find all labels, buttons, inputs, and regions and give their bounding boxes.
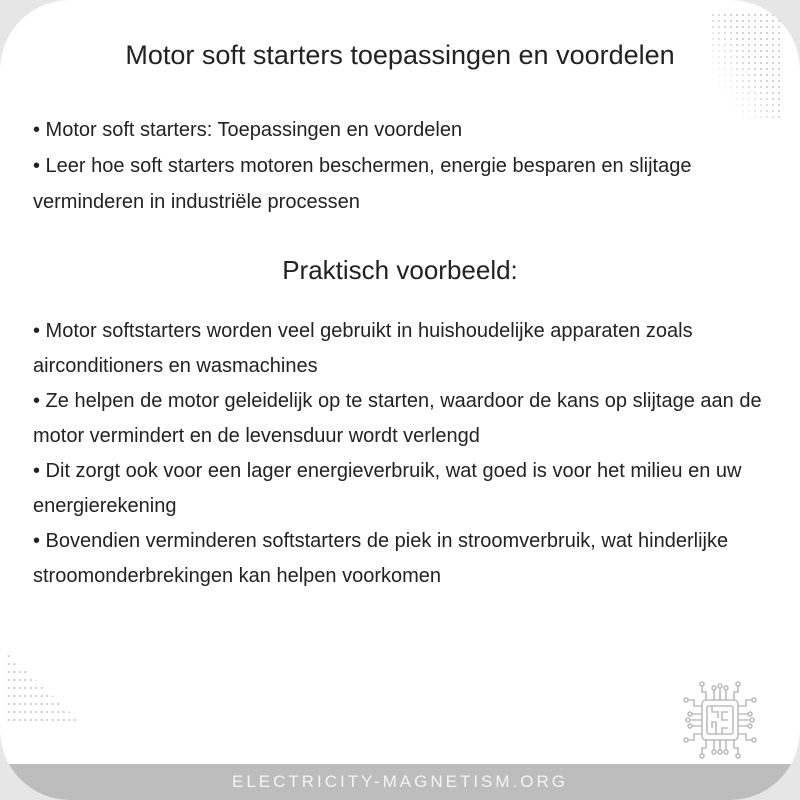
page-title: Motor soft starters toepassingen en voordelen: [125, 40, 675, 70]
footer-bar: [0, 764, 800, 800]
circuit-chip-icon: [676, 676, 766, 766]
section-heading: Praktisch voorbeeld:: [282, 255, 518, 285]
dot-pattern-bottom-left: [6, 652, 82, 724]
example-list: [33, 314, 783, 594]
list-item: • Motor soft starters: Toepassingen en voordelen: [33, 119, 463, 141]
list-item: • Motor softstarters worden veel gebruikt in huishoudelijke apparaten zoals airconditioners en wasmachines: [33, 320, 693, 377]
intro-list: [33, 112, 783, 220]
footer-site-name: ELECTRICITY-MAGNETISM.ORG: [231, 772, 568, 791]
list-item: • Dit zorgt ook voor een lager energieverbruik, wat goed is voor het milieu en uw energierekening: [33, 460, 742, 517]
list-item: • Bovendien verminderen softstarters de piek in stroomverbruik, wat hinderlijke stroomonderbrekingen kan helpen voorkomen: [33, 530, 729, 587]
list-item: • Ze helpen de motor geleidelijk op te starten, waardoor de kans op slijtage aan de motor vermindert en de levensduur wordt verlengd: [33, 390, 762, 447]
list-item: • Leer hoe soft starters motoren beschermen, energie besparen en slijtage verminderen in industriële processen: [33, 155, 692, 213]
